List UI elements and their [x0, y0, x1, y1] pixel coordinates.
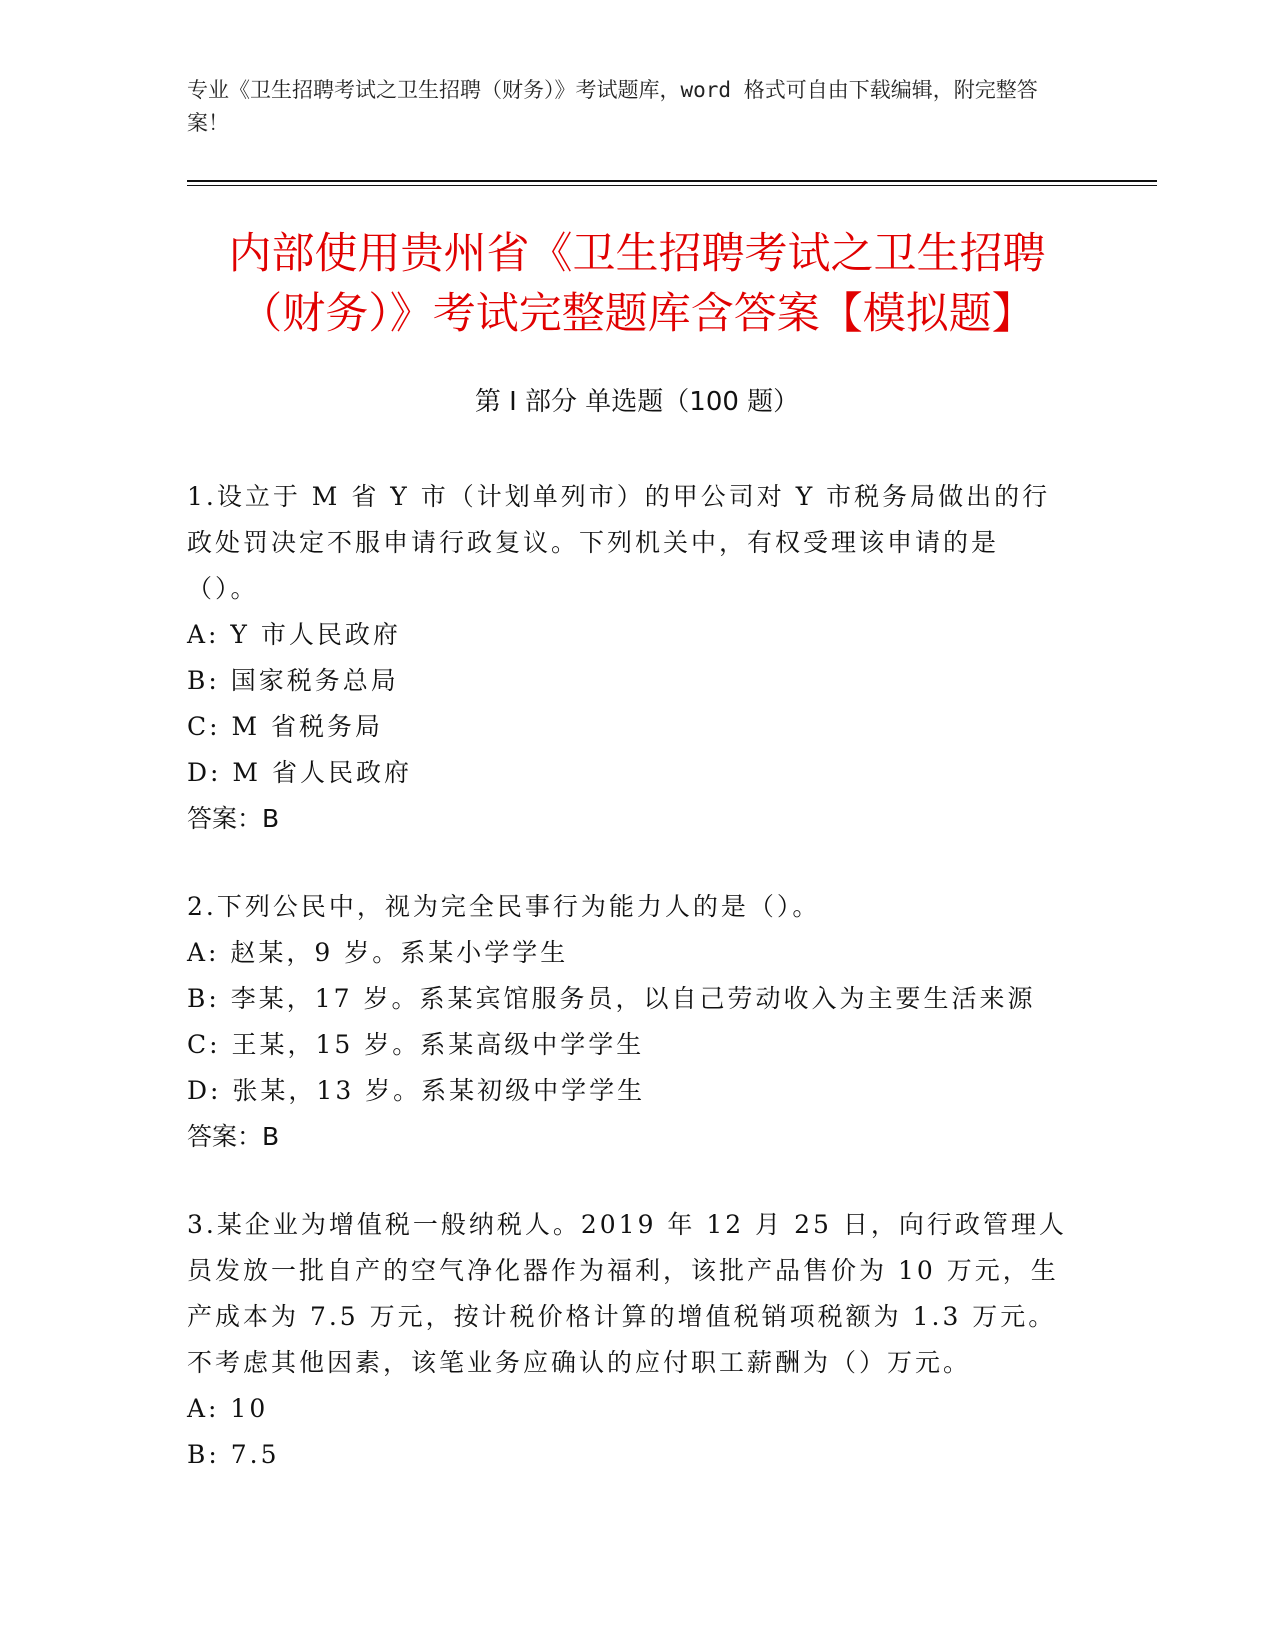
option-c: C: 王某，15 岁。系某高级中学学生: [187, 1030, 645, 1059]
option-a: A: 赵某，9 岁。系某小学学生: [187, 938, 569, 967]
option-b: B: 7.5: [187, 1440, 280, 1469]
header-divider-thick: [187, 180, 1157, 182]
option-a: A: 10: [187, 1394, 269, 1423]
question-text: 2.下列公民中，视为完全民事行为能力人的是（）。: [187, 892, 821, 921]
document-title: 内部使用贵州省《卫生招聘考试之卫生招聘（财务）》考试完整题库含答案【模拟题】: [228, 229, 1046, 339]
question-text: 1.设立于 M 省 Y 市（计划单列市）的甲公司对 Y 市税务局做出的行政处罚决定不服申请行政复议。下列机关中，有权受理该申请的是（）。: [187, 482, 1051, 603]
question-text: 3.某企业为增值税一般纳税人。2019 年 12 月 25 日，向行政管理人员发放一批自产的空气净化器作为福利，该批产品售价为 10 万元，生产成本为 7.5 万元，按计税价格计算的增值税销项税额为 1.3 万元。不考虑其他因素，该笔业务应确认的应付职工薪酬为（）万元。: [187, 1210, 1067, 1377]
answer-line: 答案：B: [187, 1122, 280, 1151]
option-b: B: 国家税务总局: [187, 666, 399, 695]
option-b: B: 李某，17 岁。系某宾馆服务员，以自己劳动收入为主要生活来源: [187, 984, 1036, 1013]
section-title: 第 I 部分 单选题（100 题）: [474, 387, 800, 417]
question-list: [187, 474, 1067, 1520]
option-c: C: M 省税务局: [187, 712, 384, 741]
question-1: [187, 474, 1067, 842]
answer-line: 答案：B: [187, 804, 280, 833]
header-note: 专业《卫生招聘考试之卫生招聘（财务）》考试题库，word 格式可自由下载编辑，附完整答案！: [187, 78, 1038, 135]
option-d: D: M 省人民政府: [187, 758, 412, 787]
option-a: A: Y 市人民政府: [187, 620, 401, 649]
header-divider-thin: [187, 185, 1157, 186]
question-2: [187, 884, 1067, 1160]
option-d: D: 张某，13 岁。系某初级中学学生: [187, 1076, 646, 1105]
question-3: [187, 1202, 1067, 1478]
